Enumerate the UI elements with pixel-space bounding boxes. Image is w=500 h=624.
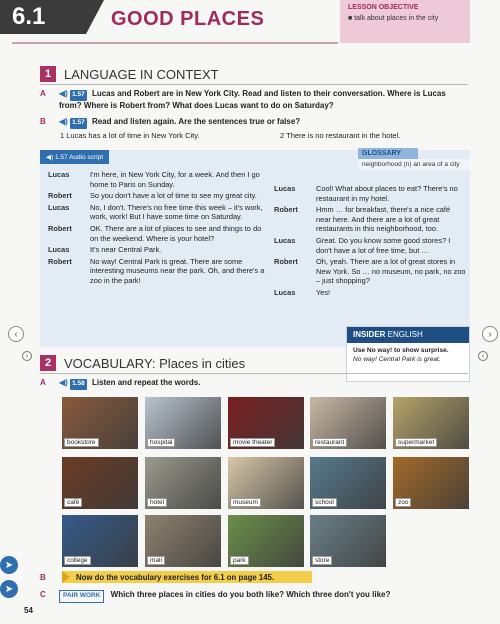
page-title: GOOD PLACES [111,8,265,30]
cursor-icon: ➤ [4,559,14,571]
task-letter: A [40,378,46,387]
pair-work-tag: PAIR WORK [59,590,104,603]
callout-arrow [62,571,70,583]
photo-caption: movie theater [230,438,275,447]
lesson-objective-box [340,0,470,43]
true-false-statements [60,131,400,140]
objective-item [348,15,462,22]
speaker-name: Robert [48,256,72,266]
section-1-rule [40,84,468,85]
photo-caption: hotel [147,498,167,507]
task-1a-text [59,89,468,111]
task-1a-instruction: Lucas and Robert are in New York City. Read and listen to their conversation. Where is Lucas from? Where is Robert from? What does Lucas want to do on Saturday? [59,89,446,110]
speaker-name: Robert [48,223,72,233]
dialogue-line [48,257,266,286]
pointer-tool-button[interactable] [0,556,18,574]
insider-head-rest: ENGLISH [385,330,423,339]
vocab-photo-4 [393,397,469,449]
dialogue-line [274,205,466,234]
section-2-heading [40,355,245,371]
previous-page-button[interactable] [8,326,24,342]
photo-caption: supermarket [395,438,437,447]
cursor-icon: ➤ [4,583,14,595]
photo-caption: college [64,556,91,565]
statement-2: 2 There is no restaurant in the hotel. [280,131,401,140]
glossary-heading: GLOSSARY [358,148,418,159]
vocab-photo-10 [62,515,138,567]
audio-track-badge[interactable]: 1.58 [70,379,87,390]
dialogue-text: It's near Central Park. [90,245,162,255]
vocab-photo-0 [62,397,138,449]
speaker-name: Lucas [274,184,296,193]
task-2b-instruction[interactable]: Now do the vocabulary exercises for 6.1 on page 145. [76,573,275,582]
vocab-photo-3 [310,397,386,449]
section-2-rule [40,373,468,374]
dialogue-text: No, I don't. There's no free time this week – it's work, work, work! But I have some time on Saturday. [90,202,263,222]
vocab-photo-5 [62,457,138,509]
dialogue-text: No way! Central Park is great. There are some interesting museums near the park. Oh, and there's a zoo in the park! [90,256,265,285]
photo-caption: bookstore [64,438,99,447]
section-nav-right-icon[interactable]: › [22,351,32,361]
task-2c-instruction: Which three places in cities do you both like? Which three don't you like? [110,590,391,599]
audio-track-badge[interactable]: 1.57 [70,118,87,129]
speaker-name: Lucas [274,235,296,245]
photo-caption: hospital [147,438,175,447]
section-2-number: 2 [40,355,56,371]
task-1b-text [59,117,300,129]
vocab-photo-11 [145,515,221,567]
speaker-icon[interactable]: ◀) [59,89,68,98]
task-1b [40,117,468,129]
task-1a [40,89,468,111]
audio-script-label-text: 1.57 Audio script [54,154,104,161]
dialogue-line [274,257,466,286]
dialogue-line [274,184,466,203]
unit-tab-corner [86,0,104,34]
photo-caption: park [230,556,249,565]
pointer-tool-button-2[interactable] [0,580,18,598]
dialogue-text: I'm here, in New York City, for a week. And then I go home to Paris on Sunday. [90,170,260,189]
speaker-name: Lucas [48,170,70,179]
vocab-photo-1 [145,397,221,449]
insider-tip: Use No way! to show surprise. [353,347,449,354]
dialogue-text: OK. There are a lot of places to see and things to do on the weekend. Where is your hotel? [90,223,262,243]
vocab-photo-7 [228,457,304,509]
section-1-heading [40,66,219,82]
photo-caption: school [312,498,337,507]
dialogue-line [48,203,266,222]
photo-caption: café [64,498,82,507]
insider-english-heading [347,327,469,343]
dialogue-text: So you don't have a lot of time to see my great city. [90,191,257,201]
speaker-icon[interactable]: ◀) [59,117,68,126]
script-column-right [274,184,466,300]
dialogue-line [48,245,266,255]
speaker-name: Lucas [48,245,70,255]
page-number: 54 [24,606,33,615]
speaker-icon[interactable]: ◀) [59,378,68,387]
chevron-right-icon: › [488,328,492,340]
glossary-entry: neighborhood (n) an area of a city [358,159,470,170]
unit-number: 6.1 [0,0,86,34]
section-nav-left-icon[interactable]: ‹ [478,351,488,361]
dialogue-line [48,224,266,243]
section-1-title: LANGUAGE IN CONTEXT [64,66,219,82]
vocab-photo-6 [145,457,221,509]
task-2a [40,378,468,390]
vocab-photo-2 [228,397,304,449]
dialogue-line [274,236,466,255]
next-page-button[interactable] [482,326,498,342]
objective-title: LESSON OBJECTIVE [348,4,419,11]
speaker-name: Lucas [48,202,70,212]
speaker-icon: ◀) [46,154,54,161]
header-divider [12,42,338,44]
script-column-left [48,170,266,288]
chevron-left-icon: ‹ [14,328,18,340]
objective-item-text: talk about places in the city [354,15,439,22]
task-2c [40,590,468,603]
dialogue-text: Cool! What about places to eat? There's no restaurant in my hotel. [316,184,458,203]
photo-caption: restaurant [312,438,347,447]
task-letter: B [40,117,46,126]
vocab-photo-13 [310,515,386,567]
task-letter: C [40,590,46,599]
vocab-photo-9 [393,457,469,509]
photo-caption: zoo [395,498,411,507]
speaker-name: Robert [274,205,298,215]
dialogue-line [274,288,466,298]
dialogue-line [48,170,266,189]
section-2-title: VOCABULARY: Places in cities [64,355,246,371]
glossary-box [358,148,470,170]
dialogue-text: Great. Do you know some good stores? I don't have a lot of free time, but … [316,235,451,255]
vocab-photo-12 [228,515,304,567]
photo-caption: store [312,556,332,565]
speaker-name: Robert [48,191,72,201]
speaker-name: Lucas [274,287,296,297]
insider-head-bold: INSIDER [353,330,386,339]
task-2a-instruction: Listen and repeat the words. [91,378,201,387]
task-2c-text [59,590,390,603]
audio-track-badge[interactable]: 1.57 [70,90,87,101]
task-letter: A [40,89,46,98]
photo-caption: museum [230,498,261,507]
statement-1: 1 Lucas has a lot of time in New York City. [60,131,200,140]
dialogue-text: Hmm … for breakfast, there's a nice café near here. And there are a lot of great restaurants in this neighborhood, too. [316,205,451,234]
section-1-number: 1 [40,66,56,82]
dialogue-line [48,191,266,201]
task-2a-text [59,378,200,390]
insider-example: No way! Central Park is great. [353,356,441,363]
vocab-photo-8 [310,457,386,509]
audio-script-label[interactable] [40,150,109,164]
bullet-icon: ■ [348,15,353,22]
photo-caption: mall [147,556,165,565]
task-1b-instruction: Read and listen again. Are the sentences true or false? [91,117,301,126]
speaker-name: Robert [274,257,298,267]
dialogue-text: Yes! [316,287,331,297]
dialogue-text: Oh, yeah. There are a lot of great stores in New York. So … no museum, no park, no zoo – just shopping? [316,257,466,286]
task-letter: B [40,573,46,582]
